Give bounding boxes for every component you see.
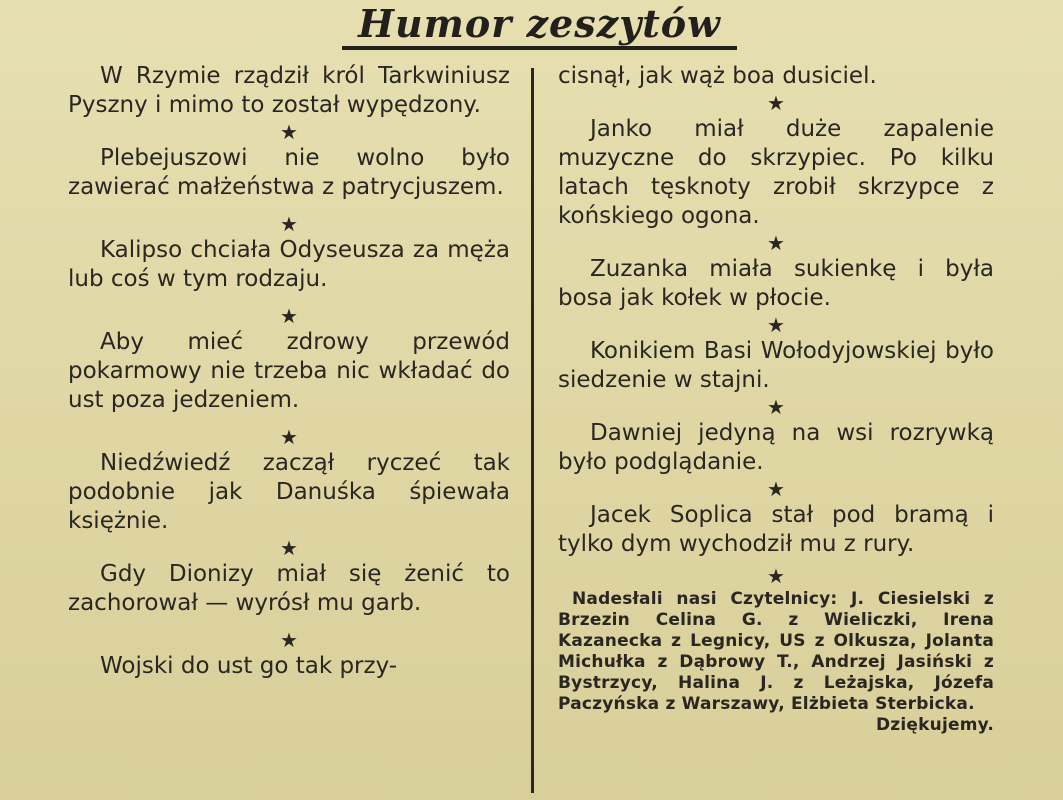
star-separator: ★ xyxy=(767,91,785,115)
header xyxy=(342,0,737,56)
joke-paragraph: W Rzymie rządził król Tarkwiniusz Pyszny i mimo to został wypędzony. xyxy=(68,63,510,118)
joke-paragraph: Plebejuszowi nie wolno było zawierać małżeństwa z patrycjuszem. xyxy=(68,145,510,200)
right-column xyxy=(558,60,994,736)
star-separator: ★ xyxy=(767,395,785,419)
star-separator: ★ xyxy=(280,212,298,236)
star-separator: ★ xyxy=(767,564,785,588)
star-separator: ★ xyxy=(767,477,785,501)
star-separator: ★ xyxy=(280,304,298,328)
reader-credits: Nadesłali nasi Czytelnicy: J. Ciesielski z Brzezin Celina G. z Wieliczki, Irena Kazanecka z Legnicy, US z Olkusza, Jolanta Michułka z Dąbrowy T., Andrzej Jasiński z Bystrzycy, Halina J. z Leżajska, Józefa Paczyńska z Warszawy, Elżbieta Sterbicka. Dziękujemy. xyxy=(558,589,994,735)
star-separator: ★ xyxy=(280,425,298,449)
joke-paragraph: Aby mieć zdrowy przewód pokarmowy nie trzeba nic wkładać do ust poza jedzeniem. xyxy=(68,329,510,413)
joke-paragraph: Zuzanka miała sukienkę i była bosa jak kołek w płocie. xyxy=(558,256,994,311)
left-column xyxy=(68,60,510,681)
joke-paragraph: Janko miał duże zapalenie muzyczne do skrzypiec. Po kilku latach tęsknoty zrobił skrzypce z końskiego ogona. xyxy=(558,116,994,229)
thanks-text: Dziękujemy. xyxy=(875,715,994,735)
star-separator: ★ xyxy=(280,120,298,144)
star-separator: ★ xyxy=(767,313,785,337)
joke-paragraph: Niedźwiedź zaczął ryczeć tak podobnie jak Danuśka śpiewała księżnie. xyxy=(68,450,510,534)
star-separator: ★ xyxy=(767,231,785,255)
joke-paragraph: cisnął, jak wąż boa dusiciel. xyxy=(558,63,877,89)
joke-paragraph: Gdy Dionizy miał się żenić to zachorował — wyrósł mu garb. xyxy=(68,561,510,616)
joke-paragraph: Dawniej jedyną na wsi rozrywką było podglądanie. xyxy=(558,420,994,475)
joke-paragraph: Jacek Soplica stał pod bramą i tylko dym wychodził mu z rury. xyxy=(558,502,994,557)
title-underline xyxy=(342,46,737,50)
joke-paragraph: Wojski do ust go tak przy- xyxy=(100,653,398,679)
page-title: Humor zeszytów xyxy=(358,1,721,46)
star-separator: ★ xyxy=(280,628,298,652)
column-divider xyxy=(531,68,534,793)
joke-paragraph: Konikiem Basi Wołodyjowskiej było siedzenie w stajni. xyxy=(558,338,994,393)
joke-paragraph: Kalipso chciała Odyseusza za męża lub coś w tym rodzaju. xyxy=(68,237,510,292)
star-separator: ★ xyxy=(280,536,298,560)
